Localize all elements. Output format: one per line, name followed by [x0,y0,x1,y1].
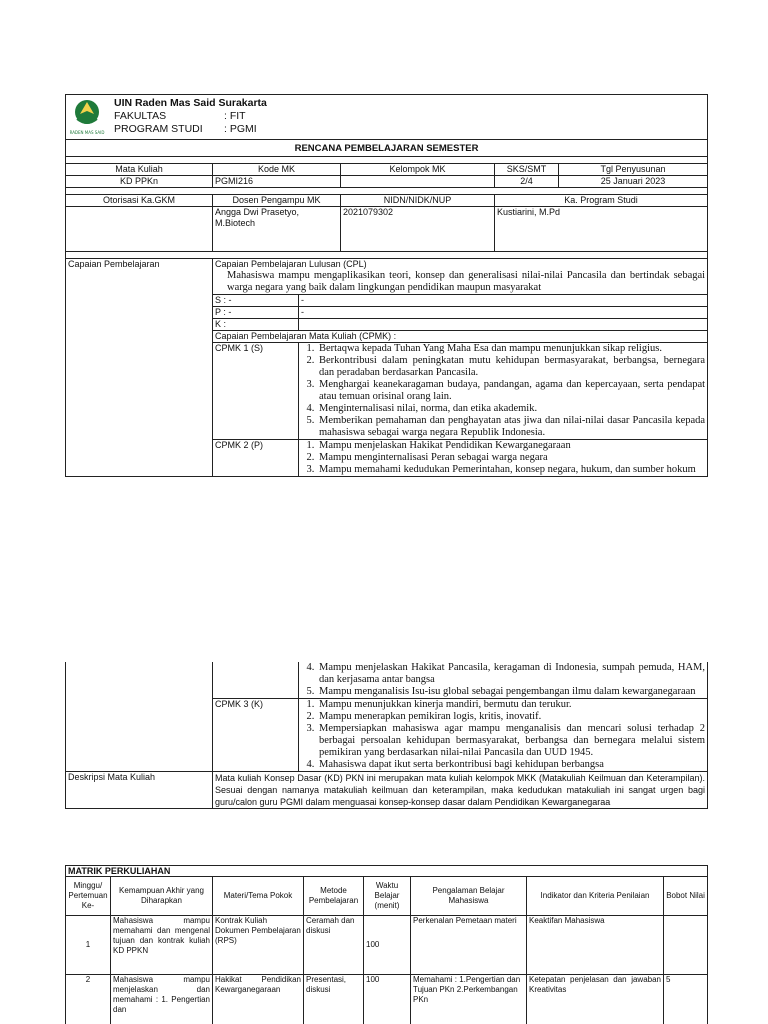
faculty-value: : FIT [224,110,246,122]
column-header: Waktu Belajar (menit) [364,877,411,916]
list-item: 3. Mempersiapkan mahasiswa agar mampu menganalisis dan mencari solusi terhadap 2 berbagai persoalan kehidupan bermasyarakat, berbangsa dan bernegara melalui sistem pemikiran yang berdasarkan nilai-nilai Pancasila dan UUD 1945. [317,723,705,759]
list-item: 5. Mampu menganalisis Isu-isu global sebagai pengembangan ilmu dalam kewarganegaraan [317,686,705,698]
kaprodi-value: Kustiarini, M.Pd [495,207,708,252]
list-item: 1. Mampu menunjukkan kinerja mandiri, bermutu dan terukur. [317,699,705,711]
nidn-value: 2021079302 [341,207,495,252]
cpmk3-label: CPMK 3 (K) [213,699,299,772]
waktu-cell: 100 [364,975,411,1024]
page-gap [0,545,768,660]
materi-cell: Kontrak Kuliah Dokumen Pembelajaran (RPS) [213,916,304,975]
list-item: 2. Mampu menerapkan pemikiran logis, kritis, inovatif. [317,711,705,723]
bobot-cell: 5 [664,975,708,1024]
k-label: K : [213,319,299,331]
matrik-table [65,865,708,1024]
deskripsi-text: Mata kuliah Konsep Dasar (KD) PKN ini merupakan mata kuliah kelompok MKK (Matakuliah Keilmuan dan Keterampilan). Sesuai dengan namanya matakuliah keilmuan dan keterampilan, maka kedudukan matakuliah ini sangat urgen bagi guru/calon guru PGMI dalam menguasai konsep-konsep dasar dalam Pendidikan Kewarganegaraa [213,772,708,809]
sks-smt-value: 2/4 [495,176,559,188]
list-item: 3. Mampu memahami kedudukan Pemerintahan, konsep negara, hukum, dan sumber hokum [317,464,705,476]
matrik-title: MATRIK PERKULIAHAN [66,866,708,877]
pengalaman-cell: Perkenalan Pemetaan materi [411,916,527,975]
tgl-penyusunan-header: Tgl Penyusunan [559,164,708,176]
mata-kuliah-value: KD PPKn [66,176,213,188]
cpmk1-list [299,343,708,440]
bobot-cell [664,916,708,975]
table-row [66,975,708,1024]
column-header: Bobot Nilai [664,877,708,916]
table-row [66,916,708,975]
institution-name: UIN Raden Mas Said Surakarta [114,97,267,109]
nidn-header: NIDN/NIDK/NUP [341,195,495,207]
sks-smt-header: SKS/SMT [495,164,559,176]
rps-table-continued [65,662,708,809]
week-cell: 2 [66,975,111,1024]
mata-kuliah-header: Mata Kuliah [66,164,213,176]
logo-text: RADEN MAS SAID [69,130,105,135]
kelompok-mk-header: Kelompok MK [341,164,495,176]
kaprodi-header: Ka. Program Studi [495,195,708,207]
capaian-label: Capaian Pembelajaran [66,259,213,477]
list-item: 3. Menghargai keanekaragaman budaya, pandangan, agama dan kepercayaan, serta pendapat atau temuan orisinal orang lain. [317,379,705,403]
program-label: PROGRAM STUDI [114,123,203,135]
column-header: Metode Pembelajaran [304,877,364,916]
column-header: Indikator dan Kriteria Penilaian [527,877,664,916]
cpmk-title: Capaian Pembelajaran Mata Kuliah (CPMK) : [213,331,708,343]
cpmk1-label: CPMK 1 (S) [213,343,299,440]
rps-table [65,94,708,477]
kemampuan-cell: Mahasiswa mampu memahami dan mengenal tujuan dan kontrak kuliah KD PPKN [111,916,213,975]
tgl-penyusunan-value: 25 Januari 2023 [559,176,708,188]
institution-header [66,95,708,140]
metode-cell: Ceramah dan diskusi [304,916,364,975]
waktu-cell: 100 [364,916,411,975]
otorisasi-header: Otorisasi Ka.GKM [66,195,213,207]
list-item: 4. Menginternalisasi nilai, norma, dan etika akademik. [317,403,705,415]
list-item: 1. Mampu menjelaskan Hakikat Pendidikan Kewarganegaraan [317,440,705,452]
cpmk2-list-continued [299,662,708,699]
cpmk2-list [299,440,708,477]
kode-mk-header: Kode MK [213,164,341,176]
otorisasi-value [66,207,213,252]
list-item: 2. Mampu menginternalisasi Peran sebagai warga negara [317,452,705,464]
column-header: Pengalaman Belajar Mahasiswa [411,877,527,916]
metode-cell: Presentasi, diskusi [304,975,364,1024]
list-item: 4. Mahasiswa dapat ikut serta berkontribusi bagi kehidupan berbangsa [317,759,705,771]
column-header: Materi/Tema Pokok [213,877,304,916]
dosen-header: Dosen Pengampu MK [213,195,341,207]
s-value: - [299,295,708,307]
list-item: 1. Bertaqwa kepada Tuhan Yang Maha Esa dan mampu menunjukkan sikap religius. [317,343,705,355]
kode-mk-value: PGMI216 [213,176,341,188]
document-page-2 [0,660,768,1024]
program-value: : PGMI [224,123,257,135]
faculty-label: FAKULTAS [114,110,167,122]
materi-cell: Hakikat Pendidikan Kewarganegaraan [213,975,304,1024]
pengalaman-cell: Memahami : 1.Pengertian dan Tujuan PKn 2.Perkembangan PKn [411,975,527,1024]
dosen-value: Angga Dwi Prasetyo, M.Biotech [213,207,341,252]
cpmk3-list [299,699,708,772]
document-title: RENCANA PEMBELAJARAN SEMESTER [66,140,708,157]
deskripsi-label: Deskripsi Mata Kuliah [66,772,213,809]
p-value: - [299,307,708,319]
cpl-title: Capaian Pembelajaran Lulusan (CPL) [213,259,708,271]
column-header: Kemampuan Akhir yang Diharapkan [111,877,213,916]
kemampuan-cell: Mahasiswa mampu menjelaskan dan memahami : 1. Pengertian dan [111,975,213,1024]
s-label: S : - [213,295,299,307]
list-item: 2. Berkontribusi dalam peningkatan mutu kehidupan bermasyarakat, berbangsa, bernegara dan peradaban berdasarkan Pancasila. [317,355,705,379]
kelompok-mk-value [341,176,495,188]
k-value [299,319,708,331]
column-header: Minggu/ Pertemuan Ke- [66,877,111,916]
list-item: 4. Mampu menjelaskan Hakikat Pancasila, keragaman di Indonesia, sumpah pemuda, HAM, dan kerjasama antar bangsa [317,662,705,686]
university-logo-icon [68,97,106,137]
cpmk2-label: CPMK 2 (P) [213,440,299,477]
week-cell: 1 [66,916,111,975]
p-label: P : - [213,307,299,319]
indikator-cell: Ketepatan penjelasan dan jawaban Kreativitas [527,975,664,1024]
indikator-cell: Keaktifan Mahasiswa [527,916,664,975]
cpl-text: Mahasiswa mampu mengaplikasikan teori, konsep dan generalisasi nilai-nilai Pancasila dan bertindak sebagai warga negara yang baik dalam lingkungan pendidikan maupun masyarakat [213,270,708,295]
list-item: 5. Memberikan pemahaman dan penghayatan atas jiwa dan nilai-nilai dasar Pancasila kepada mahasiswa sebagai warga negara Republik Indonesia. [317,415,705,439]
